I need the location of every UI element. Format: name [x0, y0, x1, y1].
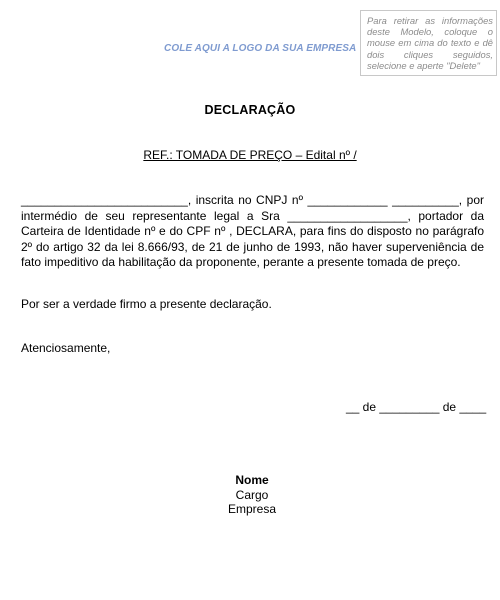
signature-name: Nome: [235, 473, 269, 487]
signature-block: [152, 473, 352, 517]
date-line: __ de _________ de ____: [346, 400, 487, 414]
document-title: DECLARAÇÃO: [204, 103, 296, 117]
declaration-body[interactable]: _________________________, inscrita no CNPJ nº ____________ __________, por intermédio de seu representante legal a Sra __________________, portador da Carteira de Identidade nº e do CPF nº , DECLARA, para fins do disposto no parágrafo 2º do artigo 32 da lei 8.666/93, de 21 de junho de 1993, não haver superveniência de fato impeditivo da habilitação da proponente, perante a presente tomada de preço.: [21, 193, 484, 269]
signature-company: Empresa: [227, 502, 277, 516]
reference-line: REF.: TOMADA DE PREÇO – Edital nº /: [143, 148, 357, 162]
instructions-box[interactable]: Para retirar as informações deste Modelo, coloque o mouse em cima do texto e dê dois cliques seguidos, selecione e aperte "Delete": [360, 10, 497, 76]
closing-statement: Por ser a verdade firmo a presente declaração.: [21, 297, 272, 311]
salutation: Atenciosamente,: [21, 341, 111, 355]
signature-role: Cargo: [235, 487, 269, 502]
logo-placeholder: COLE AQUI A LOGO DA SUA EMPRESA: [164, 43, 357, 54]
